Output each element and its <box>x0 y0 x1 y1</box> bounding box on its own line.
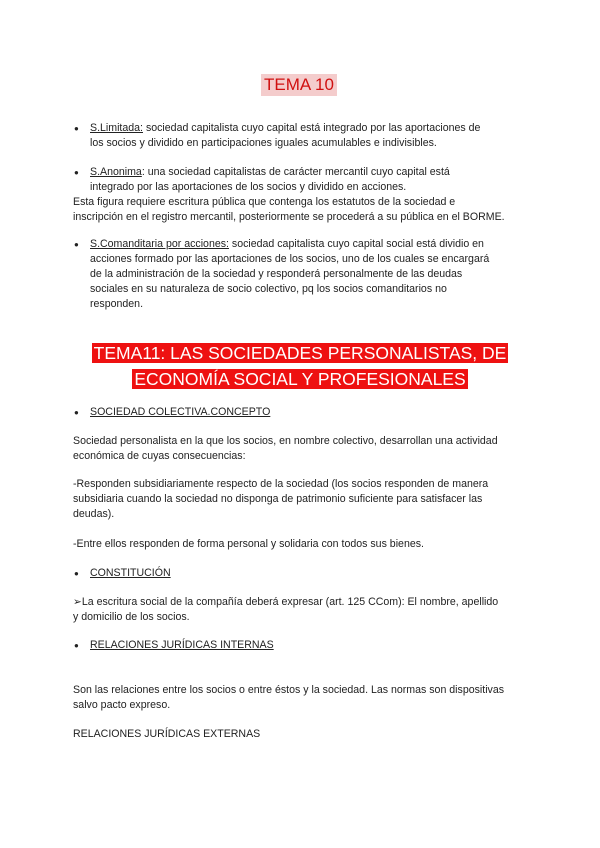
item-line: S.Limitada: sociedad capitalista cuyo capital está integrado por las aportaciones de <box>90 122 481 134</box>
term-s-anonima: S.Anonima <box>90 166 142 178</box>
constitucion-text: ➢La escritura social de la compañía deberá expresar (art. 125 CCom): El nombre, apellido y domicilio de los socios. <box>73 596 499 623</box>
bullet-icon: ● <box>74 408 79 417</box>
heading-constitucion: ● CONSTITUCIÓN <box>74 567 171 579</box>
bullet-icon: ● <box>74 124 79 133</box>
item-line: de la administración de la sociedad y responderá personalmente de las deudas <box>90 268 463 280</box>
item-line: los socios y dividido en participaciones iguales acumulables e indivisibles. <box>90 137 437 149</box>
tema10-title: TEMA 10 <box>261 74 337 96</box>
bullet-icon: ● <box>74 240 79 249</box>
note-line: inscripción en el registro mercantil, posteriormente se procederá a su pública en el BORME. <box>73 211 505 223</box>
item-line: responden. <box>90 298 144 310</box>
heading-sociedad-colectiva: ● SOCIEDAD COLECTIVA.CONCEPTO <box>74 406 271 418</box>
note-line: Esta figura requiere escritura pública que contenga los estatutos de la sociedad e <box>73 196 456 208</box>
bullet-icon: ● <box>74 641 79 650</box>
colectiva-point-2: -Entre ellos responden de forma personal y solidaria con todos sus bienes. <box>73 538 424 550</box>
item-line: integrado por las aportaciones de los socios y dividido en acciones. <box>90 181 407 193</box>
heading-relaciones-externas: RELACIONES JURÍDICAS EXTERNAS <box>73 728 261 740</box>
internas-text: Son las relaciones entre los socios o entre éstos y la sociedad. Las normas son dispositivas salvo pacto expreso. <box>73 684 505 711</box>
item-s-limitada <box>74 121 528 151</box>
item-s-anonima <box>74 165 528 195</box>
bullet-icon: ● <box>74 569 79 578</box>
item-line: S.Anonima: una sociedad capitalistas de carácter mercantil cuyo capital está <box>90 166 450 178</box>
term-s-limitada: S.Limitada: <box>90 122 143 134</box>
tema11-title-line: TEMA11: LAS SOCIEDADES PERSONALISTAS, DE <box>93 343 507 363</box>
tema11-title <box>72 340 528 392</box>
tema10-note <box>73 195 528 225</box>
colectiva-intro: Sociedad personalista en la que los socios, en nombre colectivo, desarrollan una actividad económica de cuyas consecuencias: <box>73 435 498 462</box>
colectiva-point-1: -Responden subsidiariamente respecto de la sociedad (los socios responden de manera subsidiaria cuando la sociedad no disponga de patrimonio suficiente para satisfacer las deudas). <box>73 478 489 520</box>
term-s-comanditaria: S.Comanditaria por acciones: <box>90 238 229 250</box>
tema11-title-line: ECONOMÍA SOCIAL Y PROFESIONALES <box>134 369 466 389</box>
item-line: S.Comanditaria por acciones: sociedad capitalista cuyo capital social está dividio en <box>90 238 484 250</box>
heading-relaciones-internas: ● RELACIONES JURÍDICAS INTERNAS <box>74 639 274 651</box>
bullet-icon: ● <box>74 168 79 177</box>
item-line: acciones formado por las aportaciones de los socios, uno de los cuales se encargará <box>90 253 490 265</box>
item-line: sociales en su naturaleza de socio colectivo, pq los socios comanditarios no <box>90 283 447 295</box>
item-s-comanditaria <box>74 237 528 312</box>
